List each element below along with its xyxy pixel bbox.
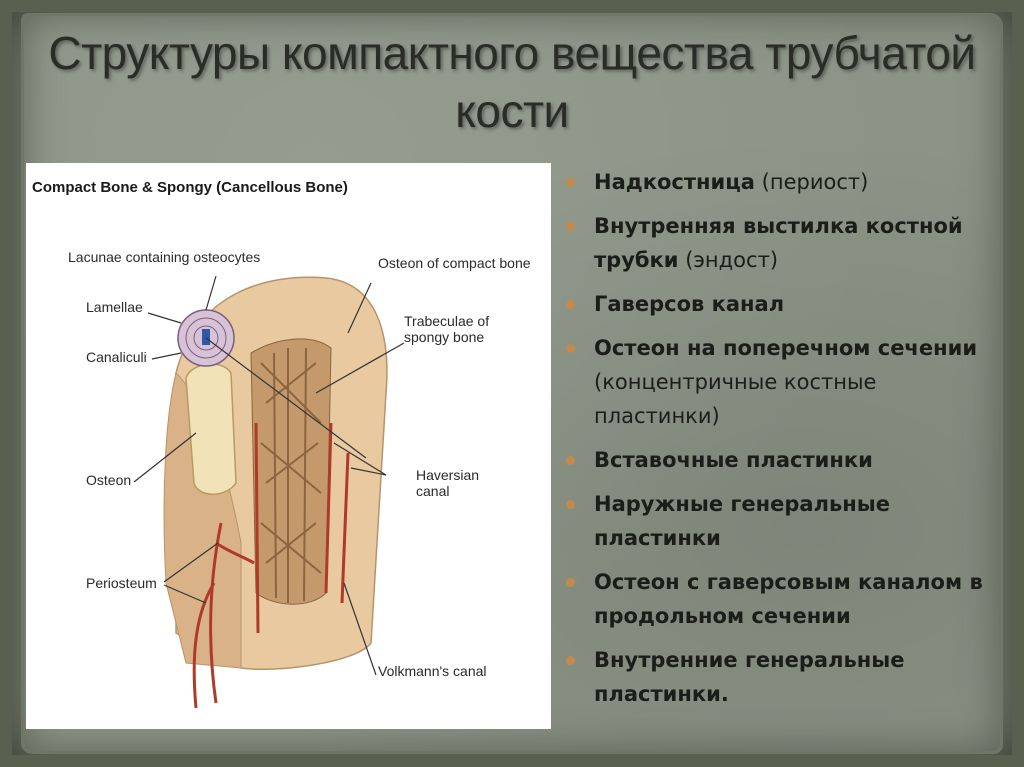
list-item-term: Наружные генеральные пластинки <box>594 492 890 550</box>
osteon-cylinder <box>186 364 236 494</box>
bullet-icon <box>566 578 575 587</box>
list-item <box>566 565 986 633</box>
structure-list <box>566 165 986 721</box>
list-item-term: Гаверсов канал <box>594 292 785 316</box>
list-item <box>566 487 986 555</box>
label-volkmann: Volkmann's canal <box>378 663 487 679</box>
list-item-term: Вставочные пластинки <box>594 448 873 472</box>
label-trabeculae: Trabeculae of spongy bone <box>404 313 490 345</box>
label-osteon-compact: Osteon of compact bone <box>378 255 531 271</box>
label-haversian: Haversian canal <box>416 467 480 499</box>
list-item-term: Остеон на поперечном сечении <box>594 336 978 360</box>
list-item-note: (периост) <box>761 170 869 194</box>
list-item-note: (концентричные костные пластинки) <box>594 370 877 428</box>
list-item <box>566 165 986 199</box>
list-item <box>566 209 986 277</box>
list-item <box>566 287 986 321</box>
bullet-icon <box>566 456 575 465</box>
bullet-icon <box>566 344 575 353</box>
bullet-icon <box>566 500 575 509</box>
list-item <box>566 643 986 711</box>
bone-illustration <box>26 163 551 729</box>
label-lamellae: Lamellae <box>86 299 143 315</box>
bullet-icon <box>566 178 575 187</box>
haversian-canal-top <box>202 329 210 345</box>
list-item-term: Внутренние генеральные пластинки. <box>594 648 905 706</box>
list-item <box>566 331 986 433</box>
bullet-icon <box>566 222 575 231</box>
label-periosteum: Periosteum <box>86 575 157 591</box>
list-item-term: Надкостница <box>594 170 755 194</box>
spongy-bone <box>251 339 331 604</box>
list-item <box>566 443 986 477</box>
page-title: Структуры компактного вещества трубчатой кости <box>48 27 976 137</box>
diagram-header: Compact Bone & Spongy (Cancellous Bone) <box>32 179 348 196</box>
label-canaliculi: Canaliculi <box>86 349 147 365</box>
bullet-icon <box>566 656 575 665</box>
bullet-icon <box>566 300 575 309</box>
label-osteon: Osteon <box>86 472 132 488</box>
list-item-term: Внутренняя выстилка костной трубки <box>594 214 963 272</box>
list-item-term: Остеон с гаверсовым каналом в продольном сечении <box>594 570 983 628</box>
label-lacunae: Lacunae containing osteocytes <box>68 249 261 265</box>
list-item-note: (эндост) <box>685 248 779 272</box>
bone-diagram <box>26 163 551 729</box>
